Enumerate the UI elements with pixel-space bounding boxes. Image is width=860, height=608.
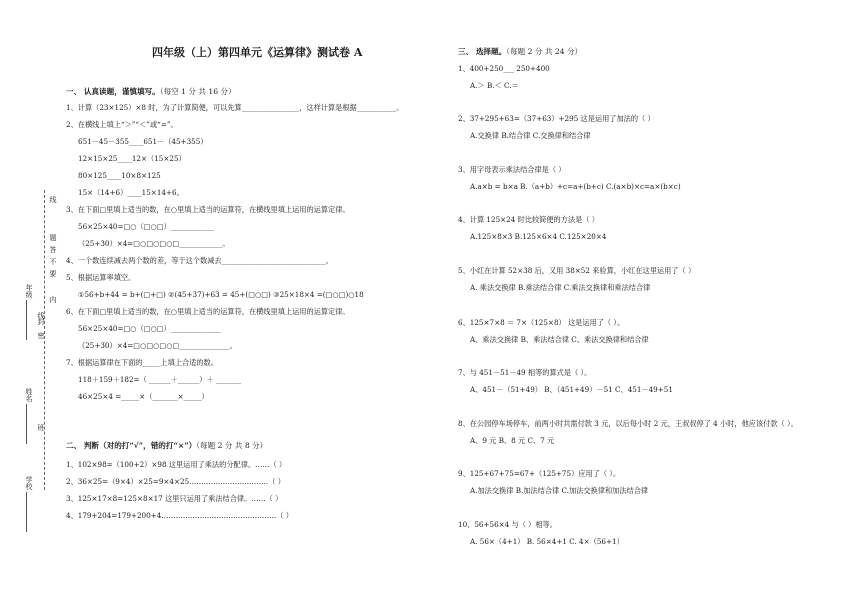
choice-question: 8、在公园停车场停车，前两小时共需付款 3 元，以后每小时 2 元，王叔叔停了 4 小时，他应该付款（ ）。: [458, 419, 798, 428]
choice-options: A. 56×（4+1） B. 56×4+1 C. 4×（56+1）: [470, 537, 624, 546]
question-line: 12×15×25____12×（15×25）: [78, 154, 186, 163]
section3-heading: 三、 选择题。（每题 2 分 共 24 分）: [458, 47, 583, 56]
question-line: 56×25×40=□○（□○□）____________: [78, 222, 214, 231]
question-line: 4、一个数连续减去两个数的差，等于这个数减去_____________________________。: [66, 256, 333, 265]
choice-options: A. 乘法交换律 B.乘法结合律 C.乘法交换律和乘法结合律: [470, 283, 651, 292]
judge-item: 2、36×25=（9×4）×25=9×4×25……………………………（ ）: [66, 477, 285, 486]
judge-item: 1、102×98=（100+2）×98 这里运用了乘法的分配律。……（ ）: [66, 460, 287, 469]
question-line: 80×125____10×8×125: [78, 171, 161, 180]
seal-mark: 要: [49, 270, 57, 277]
question-line: 7、根据运算律在下面的_____上填上合适的数。: [66, 358, 218, 367]
question-line: 15×（14+6）____15×14+6。: [78, 188, 184, 197]
question-line: （25+30）×4=□○□○□○□____________。: [78, 239, 230, 248]
choice-question: 9、125+67+75=67+（125+75）应用了（ ）。: [458, 469, 621, 478]
question-line: 118＋159＋182=（ ______＋______）＋ _______: [78, 375, 242, 384]
question-line: 5、根据运算率填空。: [66, 273, 136, 282]
question-line: 6、在下面□里填上适当的数，在○里填上适当的运算符，在横线里填上运用的运算定律。: [66, 307, 350, 316]
choice-options: A.a×b = b×a B.（a+b）+c=a+(b+c) C.(a×b)×c=a×(b×c): [470, 182, 681, 191]
section1-heading: 一、 认真读题，谨慎填写。（每空 1 分 共 16 分）: [66, 87, 236, 96]
section2-heading: 二、 判断（对的打“√”，错的打“×”）（每题 2 分 共 8 分）: [66, 441, 268, 450]
judge-item: 3、125×17×8=125×8×17 这里只运用了乘法结合律。……（ ）: [66, 494, 283, 503]
choice-question: 4、计算 125×24 时比较简便的方法是（ ）: [458, 215, 599, 224]
school-blank[interactable]: [26, 492, 27, 532]
school-label: 学校: [25, 476, 33, 490]
seal-mark: 密: [37, 332, 45, 339]
choice-options: A.125×8×3 B.125×6×4 C.125×20×4: [470, 232, 607, 241]
page-title: 四年级（上）第四单元《运算律》测试卷 A: [152, 46, 363, 59]
seal-mark: 答: [49, 246, 57, 253]
grade-blank[interactable]: [26, 300, 27, 340]
name-blank[interactable]: [26, 404, 27, 444]
choice-options: A.＞ B.＜ C.＝: [470, 81, 519, 90]
name-label: 姓名: [25, 388, 33, 402]
choice-options: A.加法交换律 B.加法结合律 C.加法交换律和加法结合律: [470, 486, 649, 495]
question-line: 1、计算（23×125）×8 时，为了计算简便，可以先算________________，这样计算是根据___________。: [66, 103, 404, 112]
choice-options: A.交换律 B.结合律 C.交换律和结合律: [470, 131, 591, 140]
question-line: ①56+b+44 = b+(□+□) ②(45+37)+63 = 45+(□○□) ③25×18×4 =(□○□)○18: [78, 290, 364, 299]
choice-options: A、乘法交换律 B、乘法结合律 C、乘法交换律和结合律: [470, 335, 649, 344]
choice-question: 7、与 451－51－49 相等的算式是（ ）。: [458, 368, 592, 377]
choice-question: 3、用字母表示乘法结合律是（ ）: [458, 165, 566, 174]
question-line: （25+30）×4=□○□○□○□______________。: [78, 341, 237, 350]
choice-question: 6、125×7×8 ＝ 7×（125×8） 这是运用了（ ）。: [458, 318, 625, 327]
question-line: 56×25×40=□○（□○□）______________: [78, 324, 222, 333]
choice-options: A、451－（51+49） B、（451+49）－51 C、451－49+51: [470, 385, 673, 394]
question-line: 46×25×4 =_____×（_______×_____）: [78, 392, 209, 401]
seal-mark: 线: [49, 196, 57, 203]
grade-label: 年级: [25, 284, 33, 298]
question-line: 2、在横线上填上“＞”“＜”或“=”。: [66, 120, 178, 129]
choice-options: A、9 元 B、8 元 C、7 元: [470, 436, 555, 445]
choice-question: 2、37+295+63=（37+63）+295 这是运用了加法的（ ）: [458, 114, 655, 123]
judge-item: 4、179+204=179+200+4…………………………………………（ ）: [66, 511, 293, 520]
class-label: 班: [37, 424, 45, 431]
choice-question: 10、56+56×4 与（ ）相等。: [458, 520, 557, 529]
question-line: 3、在下面□里填上适当的数，在○里填上适当的运算符，在横线里填上运用的运算定律。: [66, 205, 350, 214]
question-line: 651－45－355____651－（45+355）: [78, 137, 208, 146]
seal-mark: 封: [37, 318, 45, 325]
choice-question: 5、小红在计算 52×38 后，又用 38×52 来验算，小红在这里运用了（ ）: [458, 266, 696, 275]
seal-line: [44, 190, 45, 490]
seal-mark: 内: [49, 296, 57, 303]
choice-question: 1、400+250___ 250+400: [458, 64, 550, 73]
seal-mark: 线: [37, 312, 45, 319]
seal-mark: 题: [49, 234, 57, 241]
seal-mark: 不: [49, 258, 57, 265]
